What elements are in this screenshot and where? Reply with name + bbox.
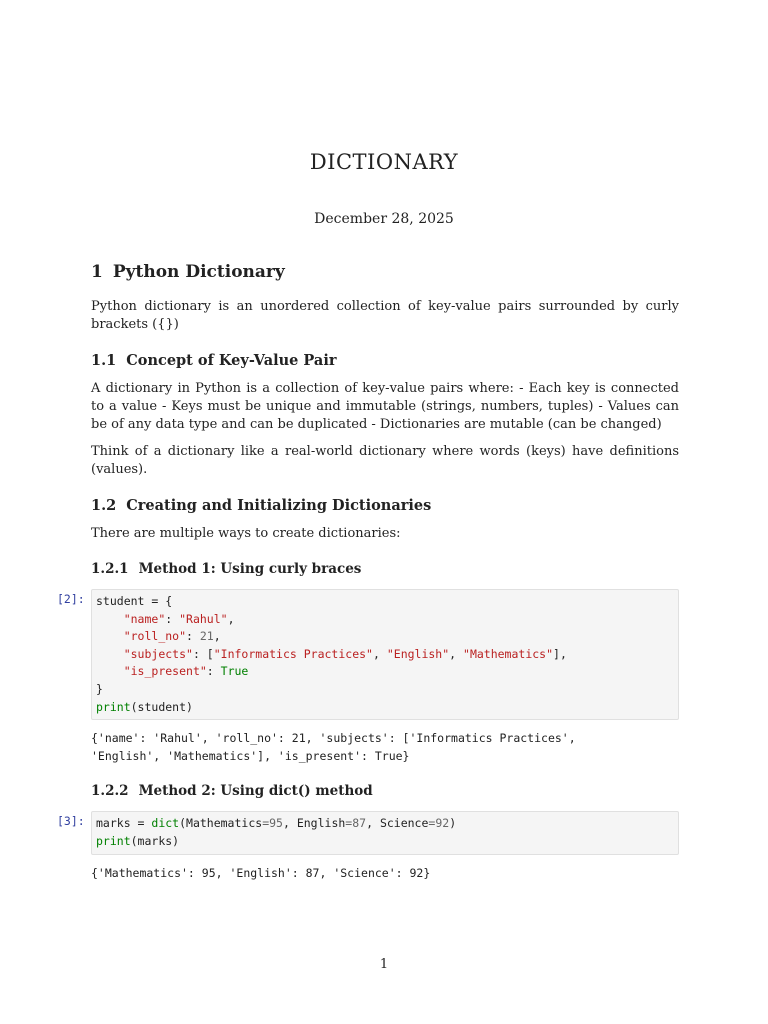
subsection-heading [91, 495, 679, 517]
code-cell [57, 811, 679, 854]
paragraph: A dictionary in Python is a collection of key-value pairs where: - Each key is connected to a value - Keys must be unique and immutable (strings, numbers, tuples) - Values can be of any data type and can be duplicated - Dictionaries are mutable (can be changed) [91, 381, 679, 432]
code-text: : [206, 664, 221, 679]
code-text: (Mathematics [179, 816, 263, 831]
cell-output [91, 865, 679, 883]
code-text: } [96, 681, 103, 696]
code-builtin: print [96, 833, 131, 848]
code-text [96, 629, 124, 643]
code-operator: = [262, 816, 270, 831]
code-text [96, 664, 124, 678]
code-text: : [165, 611, 180, 626]
subsubsection-title: Method 1: Using curly braces [138, 561, 362, 577]
subsubsection-number: 1.2.2 [91, 783, 129, 800]
code-text: (marks) [130, 833, 180, 848]
code-text: ) [449, 816, 457, 831]
paragraph: Think of a dictionary like a real-world dictionary where words (keys) have definitions (values). [91, 444, 679, 477]
code-string: "English" [386, 646, 450, 661]
code-text: marks = [96, 816, 152, 831]
output-line: {'name': 'Rahul', 'roll_no': 21, 'subjects': ['Informatics Practices', [91, 731, 576, 746]
paragraph: Python dictionary is an unordered collection of key-value pairs surrounded by curly brackets ({}) [91, 299, 679, 332]
code-text: , Science [366, 816, 429, 831]
code-string: "Rahul" [179, 611, 228, 626]
code-string: "Mathematics" [463, 646, 554, 661]
code-string: "is_present" [123, 664, 207, 679]
code-input[interactable] [91, 589, 679, 720]
cell-output [91, 730, 679, 765]
code-text: (student) [130, 699, 193, 714]
subsubsection-number: 1.2.1 [91, 561, 129, 577]
code-input[interactable] [91, 811, 679, 854]
code-builtin: print [96, 699, 131, 714]
subsubsection-heading [91, 781, 679, 801]
code-text [96, 647, 124, 661]
document-body [57, 258, 679, 892]
subsection-title: Concept of Key-Value Pair [126, 352, 337, 369]
output-line: 'English', 'Mathematics'], 'is_present': True} [91, 748, 410, 763]
section-title: Python Dictionary [112, 262, 285, 282]
code-string: "Informatics Practices" [213, 646, 373, 661]
code-builtin: dict [151, 816, 180, 831]
code-operator: = [428, 816, 436, 831]
section-number: 1 [91, 262, 103, 282]
code-text: , [449, 646, 464, 661]
code-text [96, 612, 124, 626]
section-heading [91, 258, 679, 286]
code-text: : [186, 629, 200, 644]
code-text: , [213, 629, 221, 644]
code-text: , [372, 646, 387, 661]
document-date: December 28, 2025 [314, 211, 454, 227]
document-title: DICTIONARY [309, 150, 459, 174]
subsubsection-title: Method 2: Using dict() method [138, 783, 373, 800]
subsection-number: 1.1 [91, 352, 117, 369]
code-number: 92 [435, 816, 450, 831]
code-keyword: True [220, 664, 249, 679]
code-number: 21 [199, 629, 214, 644]
code-string: "name" [123, 611, 166, 626]
cell-prompt: [2]: [57, 592, 85, 606]
output-line: {'Mathematics': 95, 'English': 87, 'Science': 92} [91, 865, 431, 880]
subsection-number: 1.2 [91, 497, 117, 514]
subsection-heading [91, 350, 679, 372]
code-text: ], [553, 646, 567, 661]
code-cell [57, 589, 679, 720]
subsection-title: Creating and Initializing Dictionaries [126, 497, 432, 514]
subsubsection-heading [91, 559, 679, 579]
code-text: , [227, 611, 235, 626]
code-string: "subjects" [123, 646, 193, 661]
code-text: student = { [96, 594, 173, 608]
code-text: , English [282, 816, 346, 831]
page-number: 1 [379, 957, 389, 972]
code-string: "roll_no" [123, 629, 187, 644]
code-number: 95 [269, 816, 283, 831]
paragraph: There are multiple ways to create dictionaries: [91, 526, 401, 541]
cell-prompt: [3]: [57, 814, 85, 829]
code-text: : [ [192, 646, 214, 661]
code-operator: = [345, 816, 353, 831]
code-number: 87 [352, 816, 367, 831]
